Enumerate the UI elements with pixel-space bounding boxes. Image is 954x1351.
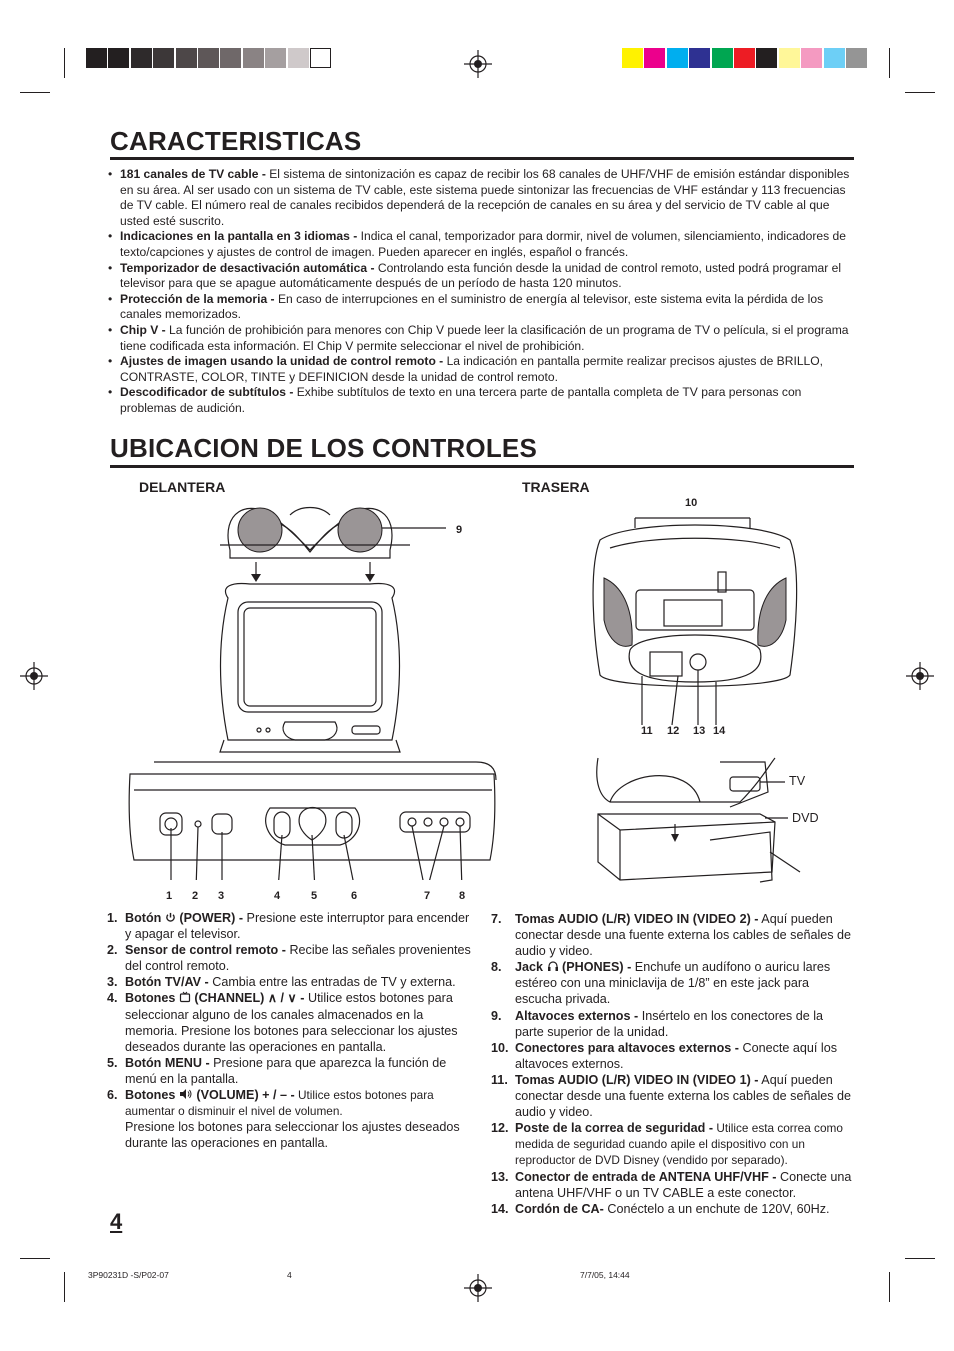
item-title: Cordón de CA- (515, 1201, 604, 1216)
item-title: Altavoces externos - (515, 1008, 639, 1023)
crop-mark (889, 48, 890, 78)
callout-3: 3 (218, 890, 225, 902)
control-item (107, 974, 474, 990)
tv-label: TV (789, 774, 806, 788)
item-text: Conecte una antena UHF/VHF o un TV CABLE a este conector. (515, 1169, 852, 1200)
feature-text: Controlando esta función desde la unidad de control remoto, usted podrá programar el televisor para que se apague automáticamente después de un período de hasta 120 minutos. (120, 260, 842, 291)
item-text: Utilice estos botones para seleccionar alguno de los canales almacenados en la memoria. Presione los botones para seleccionar los ajustes deseados durante las operaciones en pantalla. (125, 991, 458, 1054)
item-number: 12. (491, 1121, 509, 1136)
callout-4: 4 (274, 890, 281, 902)
item-number: 11. (491, 1072, 508, 1087)
control-item (107, 910, 474, 942)
footer-code: 3P90231D -S/P02-07 (88, 1270, 169, 1280)
item-number: 8. (491, 960, 502, 975)
footer-page: 4 (287, 1270, 292, 1280)
feature-text: El sistema de sintonización es capaz de recibir los 68 canales de UHF/VHF de emisión estándar disponibles en su área. Al ser usado con un sistema de TV cable, este sistema puede sintonizar las frecuencias de VHF estándar y 113 frecuencias de TV cable. El número real de canales recibidos dependerá de la recepción de canales en su área y del servicio de TV cable al que usted esté suscrito. (120, 167, 850, 228)
feature-text: La función de prohibición para menores con Chip V puede leer la clasificación de un programa de TV o película, si el programa tiene codificada esta información. El Chip V permite seleccionar el nivel de prohibición. (120, 322, 849, 353)
crop-mark (889, 1272, 890, 1302)
item-number: 6. (107, 1088, 118, 1103)
feature-text: Indica el canal, temporizador para dormir, nivel de volumen, silenciamiento, indicadores de texto/capciones y ajustes de control de imagen. Pueden aparecer en inglés, español o francés. (120, 229, 846, 259)
callout-5: 5 (311, 890, 318, 902)
item-number: 1. (107, 911, 118, 925)
callout-14: 14 (713, 725, 726, 737)
feature-item (106, 354, 858, 385)
item-number: 4. (107, 991, 118, 1006)
feature-text: En caso de interrupciones en el suministro de energía al televisor, este sistema evita la pérdida de los canales memorizados. (120, 291, 824, 322)
callout-12: 12 (667, 725, 680, 737)
item-text: Cambia entre las entradas de TV y externa. (208, 975, 456, 990)
item-extra: Presione los botones para seleccionar los ajustes deseados durante las operaciones en pantalla. (125, 1120, 460, 1151)
color-swatch (176, 48, 197, 68)
tv-front-illustration (120, 490, 510, 880)
callout-11: 11 (641, 725, 653, 737)
callout-8: 8 (459, 890, 466, 902)
control-item (491, 1040, 855, 1072)
item-title: Tomas AUDIO (L/R) VIDEO IN (VIDEO 2) - (515, 912, 759, 926)
item-title: Botones (125, 991, 176, 1006)
feature-item (106, 385, 858, 416)
crop-mark (905, 1258, 935, 1259)
color-swatch (220, 48, 241, 68)
feature-item (106, 229, 858, 260)
item-number: 5. (107, 1055, 118, 1070)
callout-1: 1 (166, 890, 173, 902)
control-item (491, 1008, 855, 1040)
registration-target-icon (464, 50, 492, 78)
color-swatch (779, 48, 800, 68)
feature-title: Chip V - (120, 322, 166, 337)
color-swatch (310, 48, 331, 68)
color-swatch (756, 48, 777, 68)
feature-item (106, 323, 858, 354)
item-number: 2. (107, 943, 118, 958)
item-title: Tomas AUDIO (L/R) VIDEO IN (VIDEO 1) - (515, 1072, 759, 1087)
item-text: Presione este interruptor para encender y apagar el televisor. (125, 911, 470, 942)
crop-mark (64, 1272, 65, 1302)
front-label: DELANTERA (139, 479, 226, 495)
registration-target-icon (20, 662, 48, 690)
item-title: Jack (515, 960, 544, 975)
color-swatch (667, 48, 688, 68)
item-text: Utilice estos botones para aumentar o disminuir el nivel de volumen. (125, 1088, 434, 1119)
item-text: Presione para que aparezca la función de menú en la pantalla. (125, 1055, 447, 1086)
control-item (107, 1055, 474, 1087)
callout-7: 7 (424, 890, 431, 902)
controls-list-right (491, 911, 855, 1217)
color-swatch (734, 48, 755, 68)
color-swatch (153, 48, 174, 68)
item-title-cont: (PHONES) - (562, 960, 632, 975)
color-swatch (712, 48, 733, 68)
feature-title: Descodificador de subtítulos - (120, 385, 294, 400)
tv-rear-illustration (590, 500, 800, 730)
item-title: Sensor de control remoto - (125, 943, 286, 958)
registration-target-icon (464, 1274, 492, 1302)
heading-rule (110, 157, 854, 160)
feature-title: Protección de la memoria - (120, 291, 275, 306)
callout-9: 9 (456, 524, 463, 536)
item-title: Botón MENU - (125, 1055, 210, 1070)
item-number: 10. (491, 1040, 509, 1055)
item-text: Conéctelo a un enchute de 120V, 60Hz. (603, 1201, 830, 1216)
control-item (491, 1169, 855, 1201)
item-title: Poste de la correa de seguridad - (515, 1121, 714, 1136)
item-number: 3. (107, 975, 118, 990)
color-swatch (265, 48, 286, 68)
color-swatch (644, 48, 665, 68)
item-number: 9. (491, 1008, 502, 1023)
item-text: Enchufe un audífono o auricu lares estéreo con una miniclavija de 1/8” en este jack para escucha privada. (515, 960, 831, 1007)
footer-date: 7/7/05, 14:44 (580, 1270, 630, 1280)
color-swatch (689, 48, 710, 68)
item-number: 7. (491, 912, 502, 926)
item-title: Botones (125, 1088, 176, 1103)
dvd-label: DVD (792, 811, 819, 825)
feature-item (106, 167, 858, 229)
control-item (107, 942, 474, 974)
crop-mark (64, 48, 65, 78)
item-title-cont: (VOLUME) + / – - (196, 1088, 295, 1103)
control-item (491, 1072, 855, 1120)
item-number: 14. (491, 1201, 509, 1216)
item-title: Botón (125, 911, 162, 925)
feature-title: Ajustes de imagen usando la unidad de control remoto - (120, 354, 444, 369)
color-swatch (108, 48, 129, 68)
item-text: Insértelo en los conectores de la parte superior de la unidad. (515, 1008, 824, 1039)
item-text: Conecte aquí los altavoces externos. (515, 1040, 837, 1071)
controls-list-left (107, 910, 474, 1151)
feature-item (106, 292, 858, 323)
registration-target-icon (906, 662, 934, 690)
control-item (491, 959, 855, 1007)
feature-title: Indicaciones en la pantalla en 3 idiomas - (120, 229, 358, 244)
crop-mark (905, 92, 935, 93)
feature-title: 181 canales de TV cable - (120, 167, 266, 181)
control-item (107, 1087, 474, 1151)
item-title: Botón TV/AV - (125, 975, 209, 990)
color-swatch (846, 48, 867, 68)
callout-6: 6 (351, 890, 358, 902)
callout-10: 10 (685, 497, 698, 509)
color-swatch (198, 48, 219, 68)
color-swatch (86, 48, 107, 68)
tv-dvd-stack-illustration (590, 752, 810, 892)
feature-text: Exhibe subtítulos de texto en una tercera parte de pantalla completa de TV para personas con problemas de audición. (120, 385, 802, 415)
controls-heading: UBICACION DE LOS CONTROLES (110, 433, 537, 463)
control-item (491, 1120, 855, 1168)
page-number: 4 (110, 1209, 123, 1234)
color-swatch (131, 48, 152, 68)
color-swatch (801, 48, 822, 68)
item-text: Aquí pueden conectar desde una fuente externa los cables de señales de audio y video. (515, 912, 852, 959)
control-item (491, 1201, 855, 1217)
callout-13: 13 (693, 725, 706, 737)
rear-label: TRASERA (522, 479, 590, 495)
color-swatch (288, 48, 309, 68)
item-number: 13. (491, 1169, 509, 1184)
item-title-cont: (CHANNEL) ∧ / ∨ - (194, 991, 305, 1006)
feature-text: La indicación en pantalla permite realizar precisos ajustes de BRILLO, CONTRASTE, COLOR, TINTE y DEFINICION desde la unidad de control remoto. (120, 354, 824, 384)
control-item (491, 911, 855, 959)
crop-mark (20, 92, 50, 93)
item-title: Conectores para altavoces externos - (515, 1040, 739, 1055)
heading-rule (110, 465, 854, 468)
color-swatch (243, 48, 264, 68)
item-text: Utilice esta correa como medida de seguridad cuando apile el dispositivo con un reproductor de DVD Disney (vendido por separado). (515, 1121, 843, 1168)
color-swatch (824, 48, 845, 68)
color-swatch (622, 48, 643, 68)
item-title: Conector de entrada de ANTENA UHF/VHF - (515, 1169, 777, 1184)
item-text: Recibe las señales provenientes del control remoto. (125, 943, 471, 974)
power-icon (165, 911, 176, 925)
features-list (106, 167, 858, 417)
feature-item (106, 261, 858, 292)
headphones-icon (547, 960, 559, 974)
channel-icon (179, 991, 191, 1005)
features-heading: CARACTERISTICAS (110, 126, 362, 156)
volume-icon (179, 1088, 193, 1102)
item-title-cont: (POWER) - (179, 911, 244, 925)
item-text: Aquí pueden conectar desde una fuente externa los cables de señales de audio y video. (515, 1072, 852, 1120)
feature-title: Temporizador de desactivación automática - (120, 260, 375, 275)
callout-2: 2 (192, 890, 199, 902)
crop-mark (20, 1258, 50, 1259)
control-item (107, 990, 474, 1054)
